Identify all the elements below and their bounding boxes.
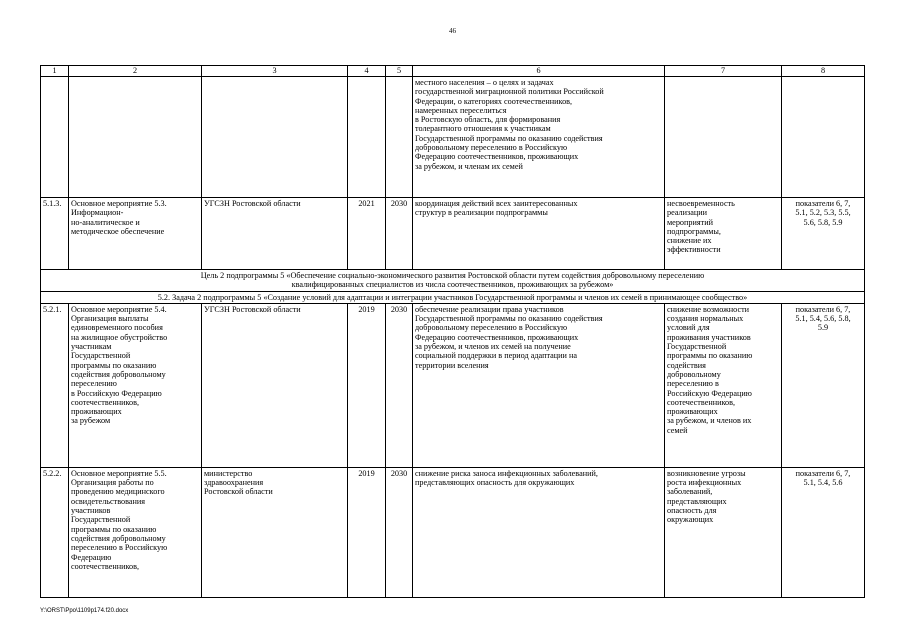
header-col-2: 2 [69,66,202,77]
header-col-5: 5 [386,66,413,77]
end-year: 2030 [386,303,413,467]
start-year: 2019 [348,467,386,597]
header-col-8: 8 [782,66,865,77]
end-year: 2030 [386,467,413,597]
row-number: 5.2.1. [41,303,69,467]
cell [782,77,865,198]
executor: министерство здравоохранения Ростовской области [202,467,348,597]
task-row [41,291,865,303]
cell [665,77,782,198]
result-text: местного населения – о целях и задачах государственной миграционной политики Российской Федерации, о категориях соотечественников, намеренных переселиться в Ростовскую область, для формирования толерантного отношения к участникам Государственной программы по оказанию содействия добровольному переселению в Российскую Федерацию соотечественников, проживающих за рубежом, и членам их семей [413,77,665,198]
cell [202,77,348,198]
start-year: 2019 [348,303,386,467]
start-year: 2021 [348,198,386,270]
table-row-continuation [41,77,865,198]
header-col-7: 7 [665,66,782,77]
cell [348,77,386,198]
cell [386,77,413,198]
row-number: 5.2.2. [41,467,69,597]
task-5-2-heading: 5.2. Задача 2 подпрограммы 5 «Создание условий для адаптации и интеграции участников Государственной программы и членов их семей в принимающее сообщество» [41,291,865,303]
page-number: 46 [449,27,456,35]
row-number: 5.1.3. [41,198,69,270]
header-col-4: 4 [348,66,386,77]
activity-name: Основное мероприятие 5.3. Информацион- но-аналитическое и методическое обеспечение [69,198,202,270]
header-col-3: 3 [202,66,348,77]
header-row [41,66,865,77]
footer-file-path: Y:\ORST\Ppo\1109p174.f20.docx [40,608,129,614]
consequences: возникновение угрозы роста инфекционных заболеваний, представляющих опасность для окружающих [665,467,782,597]
consequences: несвоевременность реализации мероприятий подпрограммы, снижение их эффективности [665,198,782,270]
header-col-1: 1 [41,66,69,77]
consequences: снижение возможности создания нормальных условий для проживания участников Государственной программы по оказанию содействия добровольному переселению в Российскую Федерацию соотечественников, проживающих за рубежом, и членов их семей [665,303,782,467]
header-col-6: 6 [413,66,665,77]
table-row-5-2-1 [41,303,865,467]
cell [69,77,202,198]
expected-result: координация действий всех заинтересованных структур в реализации подпрограммы [413,198,665,270]
program-table [40,65,865,598]
end-year: 2030 [386,198,413,270]
table-row-5-1-3 [41,198,865,270]
indicators: показатели 6, 7, 5.1, 5.4, 5.6 [782,467,865,597]
expected-result: снижение риска заноса инфекционных заболеваний, представляющих опасность для окружающих [413,467,665,597]
executor: УГСЗН Ростовской области [202,198,348,270]
table-row-5-2-2 [41,467,865,597]
goal-row [41,270,865,292]
activity-name: Основное мероприятие 5.4. Организация выплаты единовременного пособия на жилищное обустройство участникам Государственной программы по оказанию содействия добровольному переселению в Российскую Федерацию соотечественников, проживающих за рубежом [69,303,202,467]
indicators: показатели 6, 7, 5.1, 5.2, 5.3, 5.5, 5.6, 5.8, 5.9 [782,198,865,270]
indicators: показатели 6, 7, 5.1, 5.4, 5.6, 5.8, 5.9 [782,303,865,467]
executor: УГСЗН Ростовской области [202,303,348,467]
cell [41,77,69,198]
goal-2-heading: Цель 2 подпрограммы 5 «Обеспечение социально-экономического развития Ростовской области путем содействия добровольному переселению квалифицированных специалистов из числа соотечественников, проживающих за рубежом» [41,270,865,292]
activity-name: Основное мероприятие 5.5. Организация работы по проведению медицинского освидетельствования участников Государственной программы по оказанию содействия добровольному переселению в Российскую Федерацию соотечественников, [69,467,202,597]
expected-result: обеспечение реализации права участников Государственной программы по оказанию содействия добровольному переселению в Российскую Федерацию соотечественников, проживающих за рубежом, и членов их семей на получение социальной поддержки в период адаптации на территории вселения [413,303,665,467]
